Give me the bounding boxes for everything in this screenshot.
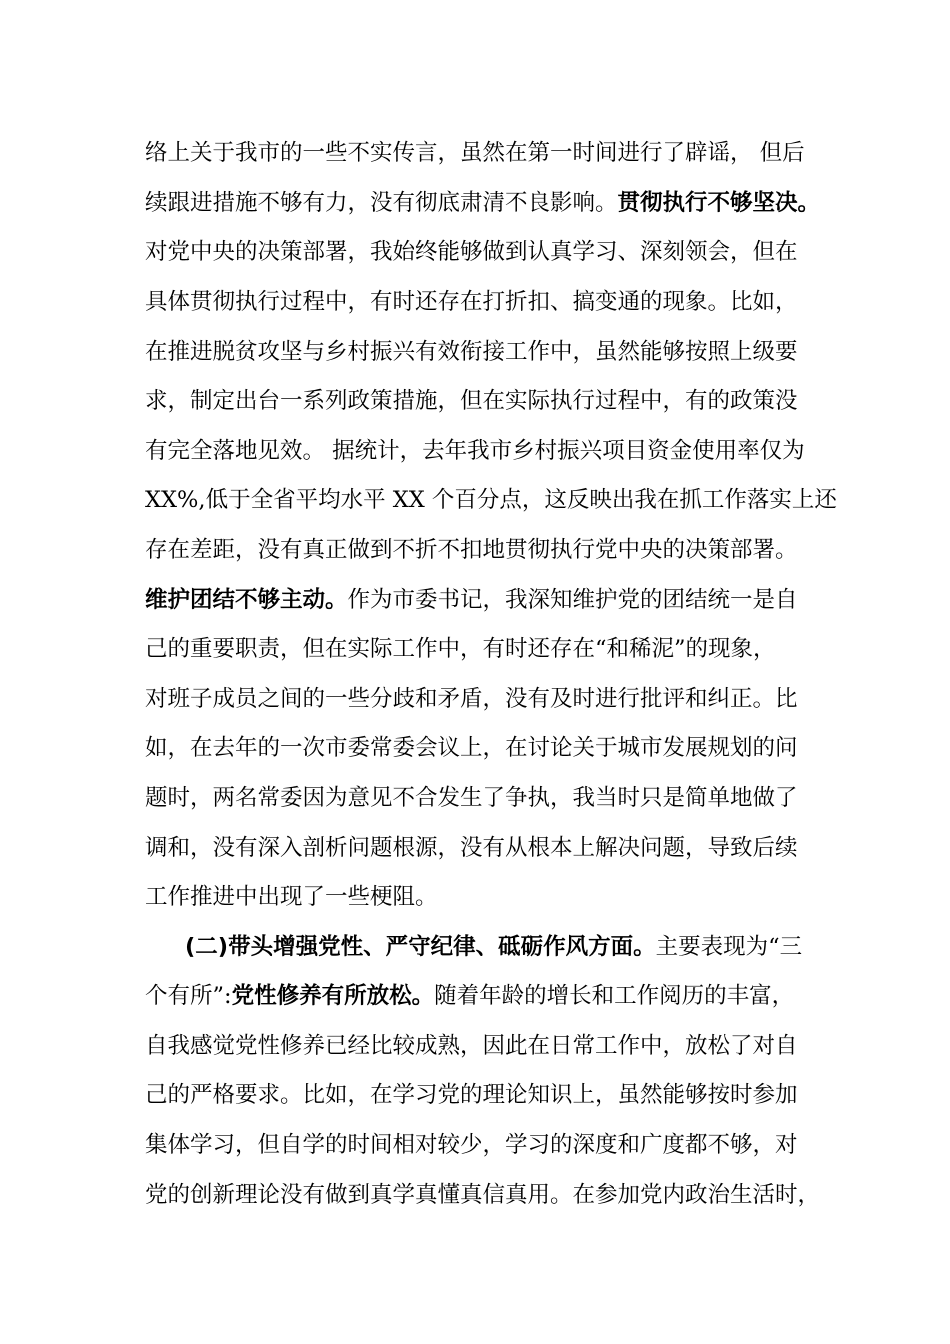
paragraph-line bbox=[145, 731, 825, 765]
paragraph-line bbox=[145, 285, 825, 319]
paragraph-line bbox=[145, 483, 837, 517]
line-text: 个有所”: bbox=[145, 983, 232, 1009]
line-text: 工作推进中出现了一些梗阻。 bbox=[145, 884, 438, 910]
paragraph-line bbox=[145, 1029, 825, 1063]
bold-heading: 维护团结不够主动。 bbox=[145, 587, 348, 613]
line-text: 具体贯彻执行过程中，有时还存在打折扣、搞变通的现象。比如， bbox=[145, 289, 798, 315]
line-text: 己的重要职责，但在实际工作中，有时还存在“和稀泥”的现象， bbox=[145, 636, 776, 662]
paragraph-line bbox=[145, 831, 825, 865]
section-heading-line bbox=[185, 930, 825, 964]
paragraph-line bbox=[145, 682, 825, 716]
line-text: 主要表现为“三 bbox=[655, 934, 803, 960]
line-text: 作为市委书记，我深知维护党的团结统一是自 bbox=[347, 587, 798, 613]
paragraph-line bbox=[145, 335, 825, 369]
paragraph-line bbox=[145, 1078, 825, 1112]
line-text: 存在差距，没有真正做到不折不扣地贯彻执行党中央的决策部署。 bbox=[145, 537, 798, 563]
paragraph-line bbox=[145, 186, 825, 220]
paragraph-line bbox=[145, 632, 825, 666]
line-text: 党的创新理论没有做到真学真懂真信真用。在参加党内政治生活时， bbox=[145, 1182, 821, 1208]
line-text: 续跟进措施不够有力，没有彻底肃清不良影响。 bbox=[145, 190, 618, 216]
bold-heading: 贯彻执行不够坚决。 bbox=[617, 190, 821, 216]
line-text: 集体学习，但自学的时间相对较少，学习的深度和广度都不够，对 bbox=[145, 1132, 798, 1158]
line-text: 随着年龄的增长和工作阅历的丰富， bbox=[434, 983, 795, 1009]
line-text: 己的严格要求。比如，在学习党的理论知识上，虽然能够按时参加 bbox=[145, 1082, 798, 1108]
paragraph-line bbox=[145, 1178, 825, 1212]
paragraph-line bbox=[145, 434, 825, 468]
bold-heading: 党性修养有所放松。 bbox=[231, 983, 435, 1009]
line-text: XX%,低于全省平均水平 XX 个百分点，这反映出我在抓工作落实上还 bbox=[145, 487, 837, 513]
line-text: 在推进脱贫攻坚与乡村振兴有效衔接工作中，虽然能够按照上级要 bbox=[145, 339, 798, 365]
paragraph-line bbox=[145, 880, 825, 914]
paragraph-line bbox=[145, 384, 825, 418]
line-text: 有完全落地见效。 据统计，去年我市乡村振兴项目资金使用率仅为 bbox=[145, 438, 805, 464]
paragraph-line bbox=[145, 979, 825, 1013]
paragraph-line bbox=[145, 583, 825, 617]
section-heading: (二)带头增强党性、严守纪律、砥砺作风方面。 bbox=[185, 934, 656, 960]
paragraph-line bbox=[145, 781, 825, 815]
line-text: 对班子成员之间的一些分歧和矛盾，没有及时进行批评和纠正。比 bbox=[145, 686, 798, 712]
line-text: 题时，两名常委因为意见不合发生了争执，我当时只是简单地做了 bbox=[145, 785, 798, 811]
line-text: 如，在去年的一次市委常委会议上，在讨论关于城市发展规划的问 bbox=[145, 735, 798, 761]
line-text: 络上关于我市的一些不实传言，虽然在第一时间进行了辟谣， 但后 bbox=[145, 140, 805, 166]
paragraph-line bbox=[145, 1128, 825, 1162]
paragraph-line bbox=[145, 533, 825, 567]
paragraph-line bbox=[145, 235, 825, 269]
line-text: 对党中央的决策部署，我始终能够做到认真学习、深刻领会，但在 bbox=[145, 239, 798, 265]
line-text: 自我感觉党性修养已经比较成熟，因此在日常工作中，放松了对自 bbox=[145, 1033, 798, 1059]
line-text: 调和，没有深入剖析问题根源，没有从根本上解决问题，导致后续 bbox=[145, 835, 798, 861]
line-text: 求，制定出台一系列政策措施，但在实际执行过程中，有的政策没 bbox=[145, 388, 798, 414]
paragraph-line bbox=[145, 136, 825, 170]
